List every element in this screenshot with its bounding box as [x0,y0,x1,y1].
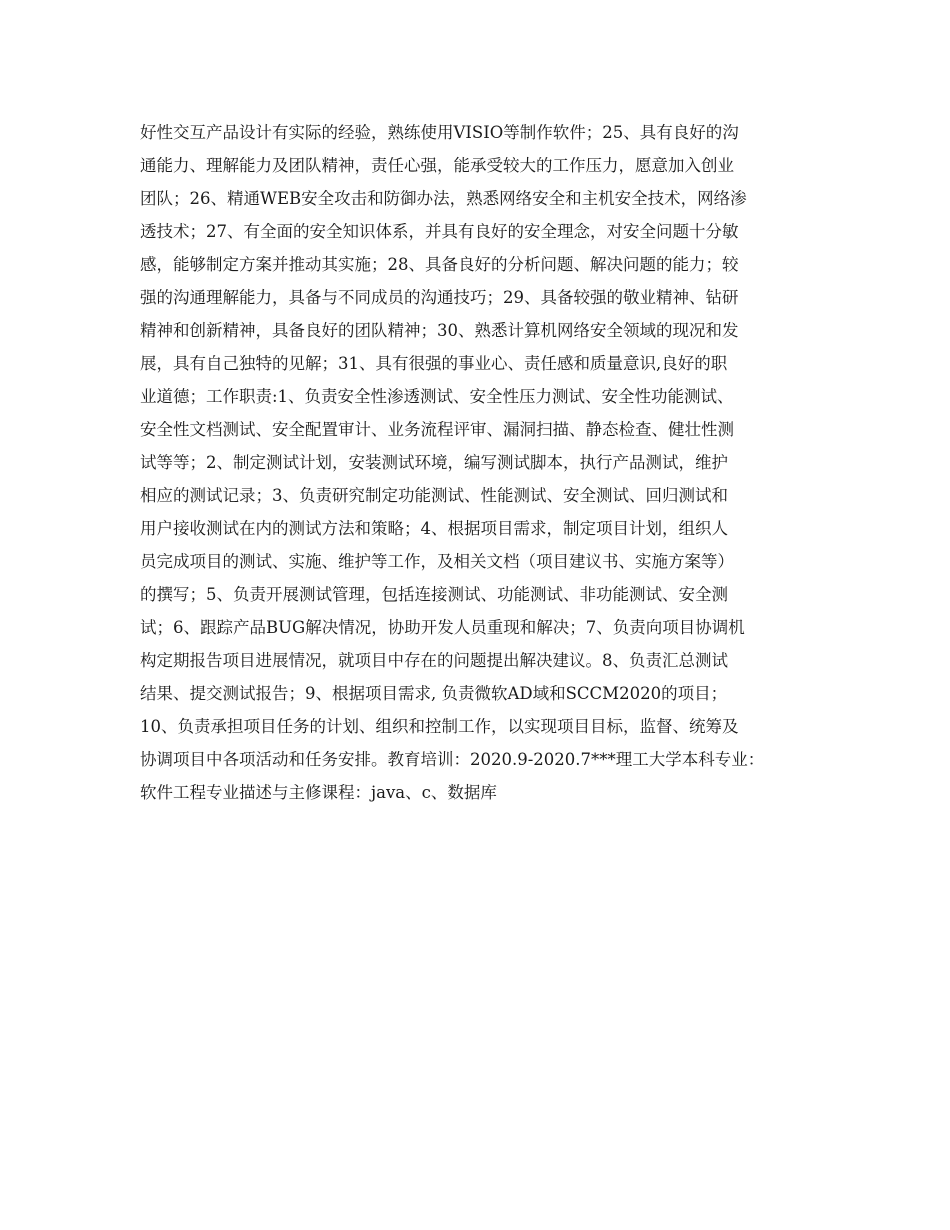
text-line-8: 展，具有自己独特的见解；31、具有很强的事业心、责任感和质量意识,良好的职 [140,354,728,373]
document-body [140,116,830,809]
text-line-21: 软件工程专业描述与主修课程：java、c、数据库 [140,783,497,802]
text-line-17: 构定期报告项目进展情况，就项目中存在的问题提出解决建议。8、负责汇总测试 [140,651,728,670]
text-line-7: 精神和创新精神，具备良好的团队精神；30、熟悉计算机网络安全领域的现况和发 [140,321,739,340]
text-line-20: 协调项目中各项活动和任务安排。教育培训：2020.9-2020.7***理工大学本科专业： [140,750,765,769]
text-line-16: 试；6、跟踪产品BUG解决情况，协助开发人员重现和解决；7、负责向项目协调机 [140,618,745,637]
text-line-2: 通能力、理解能力及团队精神，责任心强，能承受较大的工作压力，愿意加入创业 [140,156,734,175]
text-line-15: 的撰写；5、负责开展测试管理，包括连接测试、功能测试、非功能测试、安全测 [140,585,728,604]
text-line-13: 用户接收测试在内的测试方法和策略；4、根据项目需求，制定项目计划，组织人 [140,519,728,538]
text-line-18: 结果、提交测试报告；9、根据项目需求, 负责微软AD域和SCCM2020的项目； [140,684,728,703]
text-line-12: 相应的测试记录；3、负责研究制定功能测试、性能测试、安全测试、回归测试和 [140,486,728,505]
text-line-11: 试等等；2、制定测试计划，安装测试环境，编写测试脚本，执行产品测试，维护 [140,453,728,472]
text-line-1: 好性交互产品设计有实际的经验，熟练使用VISIO等制作软件；25、具有良好的沟 [140,123,739,142]
text-line-10: 安全性文档测试、安全配置审计、业务流程评审、漏洞扫描、静态检查、健壮性测 [140,420,734,439]
text-line-3: 团队；26、精通WEB安全攻击和防御办法，熟悉网络安全和主机安全技术，网络渗 [140,189,747,208]
text-line-9: 业道德；工作职责:1、负责安全性渗透测试、安全性压力测试、安全性功能测试、 [140,387,734,406]
text-line-19: 10、负责承担项目任务的计划、组织和控制工作，以实现项目目标，监督、统筹及 [140,717,739,736]
text-line-5: 感，能够制定方案并推动其实施；28、具备良好的分析问题、解决问题的能力；较 [140,255,739,274]
text-line-6: 强的沟通理解能力，具备与不同成员的沟通技巧；29、具备较强的敬业精神、钻研 [140,288,739,307]
text-line-14: 员完成项目的测试、实施、维护等工作，及相关文档（项目建议书、实施方案等） [140,552,734,571]
text-line-4: 透技术；27、有全面的安全知识体系，并具有良好的安全理念，对安全问题十分敏 [140,222,739,241]
